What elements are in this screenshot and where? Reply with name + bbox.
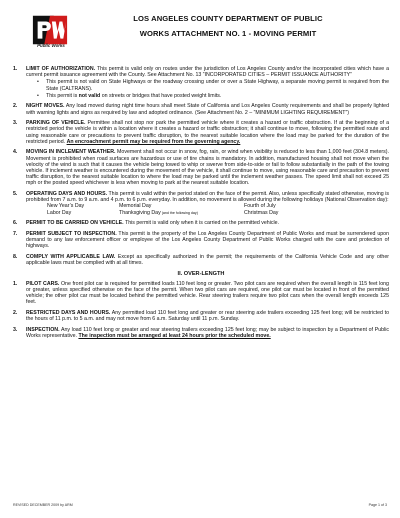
condition-item (13, 220, 389, 226)
item-text: This permit is the property of the Los Angeles County Department of Public Works and must be surrendered upon demand to any law enforcement officer or employee of the Los Angeles County Department of Public Works charged with the care and protection of highways. (26, 230, 389, 250)
item-title: INSPECTION. (26, 326, 60, 333)
item-number: 6. (13, 220, 18, 227)
holiday: Labor Day (47, 209, 72, 216)
item-text: This permit is valid within the period stated on the face of the permit. Also, unless specifically stated otherwise, moving is prohibited from 7 a.m. to 9 a.m. and 4 p.m. to 6 p.m. everyday. In addition, no movement is allowed during the following holidays (National Observation day): (26, 191, 389, 204)
bullet-icon: • (37, 92, 39, 99)
item-number: 4. (13, 149, 18, 156)
bullet-icon: • (37, 79, 39, 86)
condition-item (13, 103, 389, 115)
holiday-list (47, 203, 389, 215)
condition-item (13, 231, 389, 250)
item-text: This permit is valid only when it is carried on the permitted vehicle. (123, 220, 280, 227)
document-header (78, 14, 378, 39)
bullet-item (26, 93, 389, 99)
condition-item (13, 120, 389, 145)
holiday: New Year’s Day (47, 203, 85, 210)
item-title: LIMIT OF AUTHORIZATION. (26, 66, 96, 72)
item-title: OPERATING DAYS AND HOURS. (26, 191, 108, 198)
revision-note: REVISED DECEMBER 2009 by ARM (13, 503, 73, 507)
item-text: This permit is valid only on routes under the jurisdiction of Los Angeles County and/or the incorporated cities which have a current permit issuance agreement with the County. See Attachment No. 13 “INCORPORATED CITIES – PERMIT ISSUANCE AUTHORITY” (26, 66, 389, 79)
item-underlined-note: The inspection must be arranged at least 24 hours prior the scheduled move. (78, 333, 271, 340)
holiday: Fourth of July (244, 203, 276, 210)
item-number: 2. (13, 103, 18, 110)
item-number: 2. (13, 310, 18, 317)
item-text: Permittee shall not stop nor park the permitted vehicle where it creates a hazard or traffic obstruction. If at the beginning of a restricted period the vehicle is within a location where it creates a hazard or traffic obstruction; it shall continue to move, following the permitted route and using reasonable care or precautions to prevent traffic disruption, to the nearest suitable location where the load may be parked for the duration of the restricted period. (26, 120, 389, 145)
holiday: Memorial Day (119, 203, 152, 210)
bullet-text: This permit is not valid on State Highways or the roadway crossing under or over a State Highway, a separate moving permit is required from the State (CALTRANS). (46, 79, 389, 92)
item-underlined-note: An encroachment permit may be required from the governing agency. (66, 138, 241, 145)
section-heading: II. OVER-LENGTH (177, 270, 225, 277)
condition-item (13, 149, 389, 186)
item-text: Except as specifically authorized in the permit; the requirements of the California Vehicle Code and any other applicable laws must be complied with at all times. (26, 253, 389, 267)
item-title: COMPLY WITH APPLICABLE LAW. (26, 253, 116, 260)
condition-item (13, 191, 389, 216)
bullet-text: on streets or bridges that have posted weight limits. (100, 92, 222, 99)
item-title: RESTRICTED DAYS AND HOURS. (26, 310, 111, 317)
item-title: PARKING OF VEHICLE. (26, 120, 86, 127)
item-title: NIGHT MOVES. (26, 103, 65, 110)
condition-item (13, 254, 389, 266)
logo-caption: Public Works (37, 43, 65, 48)
overlength-item (13, 281, 389, 306)
overlength-item (13, 327, 389, 339)
item-number: 5. (13, 191, 18, 198)
bullet-emphasis: not valid (78, 92, 101, 99)
item-number: 8. (13, 253, 18, 260)
item-title: PERMIT SUBJECT TO INSPECTION. (26, 230, 117, 237)
item-text: Movement shall not occur in snow, fog, rain, or wind when visibility is reduced to less than 1,000 feet (304.8 meters). Movement is prohibited when road surfaces are hazardous or use of tire chains is mandatory. In addition, manufactured housing shall not move when the velocity of the wind is such that it causes the vehicle being towed to whip or swerve from side-to-side or fail to follow substantially in the path of the towing vehicle. If inclement weather is encountered during the movement of the vehicle, it shall continue to move, using reasonable care and precaution to prevent traffic disruption, to the nearest suitable location to where the load may be parked until the inclement weather passes. The speed limit shall not exceed 25 mph or the posted speed whichever is less when moving to park at the nearest suitable location. (26, 149, 390, 187)
holiday (119, 210, 244, 216)
item-title: PERMIT TO BE CARRIED ON VEHICLE. (26, 220, 124, 227)
bullet-item (26, 79, 389, 91)
item-text: Any permitted load 110 feet long and greater or rear steering axle trailers exceeding 125 feet long; will be restricted to the hours of 11 p.m. to 5 a.m. and may not move from 6 a.m. Saturday until 11 p.m. Sunday. (26, 310, 389, 323)
overlength-item (13, 310, 389, 322)
holiday: Christmas Day (244, 209, 279, 216)
holiday-label: Thanksgiving Day (119, 209, 161, 216)
item-number: 7. (13, 230, 18, 237)
document-title: LOS ANGELES COUNTY DEPARTMENT OF PUBLIC (133, 14, 323, 23)
document-subtitle: WORKS ATTACHMENT NO. 1 - MOVING PERMIT (139, 29, 317, 38)
item-number: 3. (13, 120, 18, 127)
item-title: MOVING IN INCLEMENT WEATHER. (26, 149, 116, 156)
item-number: 1. (13, 66, 18, 72)
item-number: 1. (13, 280, 18, 287)
item-text: One front pilot car is required for permitted loads 110 feet long or greater. Two pilot cars are required when the overall length is 115 feet long or greater, unless specified otherwise on the face of the permit. When two pilot cars are required, one pilot car must be located in front of the permitted vehicle; the other pilot car must be located behind the permitted vehicle. Rear steering trailers require two pilot cars when the overall length exceeds 125 feet. (26, 280, 389, 306)
bullet-text: This permit is (46, 92, 79, 99)
condition-item (13, 66, 389, 99)
permit-conditions (13, 66, 389, 344)
page-number: Page 1 of 3 (368, 503, 387, 507)
item-text: Any load moved during night time hours shall meet State of California and Los Angeles County requirements and shall be properly lighted with warning lights and signs as required by law and adopted ordinance. (See Attachment No. 2 – “MINIMUM LIGHTING REQUIREMENT”) (26, 103, 390, 116)
item-text: Any load 110 feet long or greater and rear steering trailers exceeding 125 feet long; may be subject to inspection by a Department of Public Works representative. (26, 326, 389, 340)
item-number: 3. (13, 326, 18, 333)
holiday-note: (and the following day) (160, 210, 198, 215)
item-title: PILOT CARS. (26, 280, 60, 287)
